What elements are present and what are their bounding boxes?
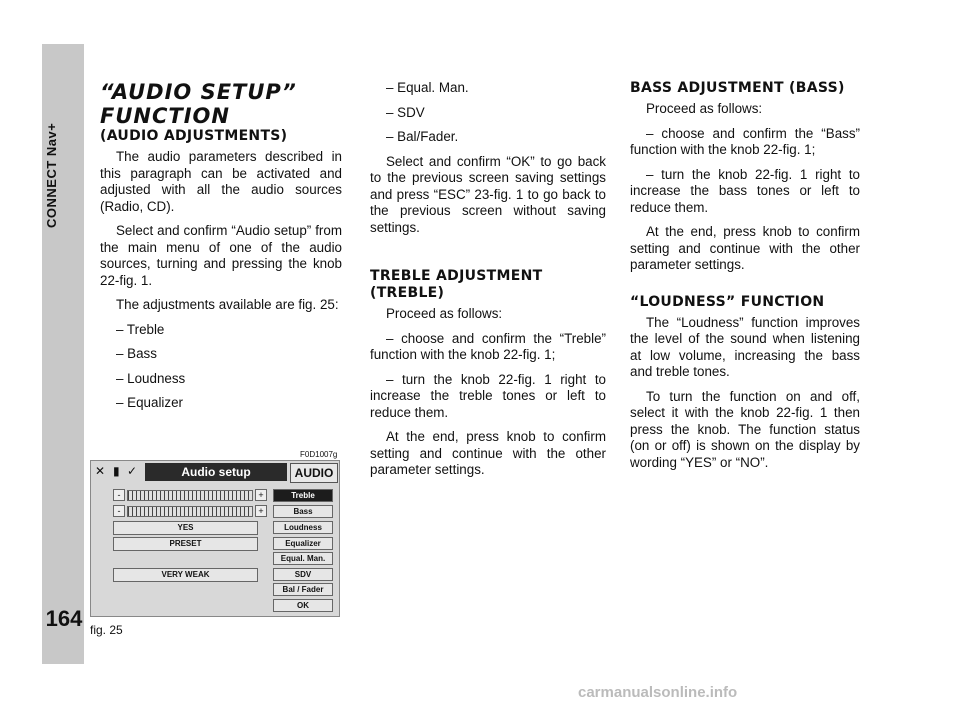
paragraph: – choose and confirm the “Bass” function with the knob 22-fig. 1; — [630, 125, 860, 157]
paragraph: Proceed as follows: — [646, 101, 763, 116]
footer-watermark: carmanualsonline.info — [578, 684, 738, 701]
paragraph: At the end, press knob to confirm setting and continue with the other parameter settings. — [370, 429, 606, 477]
paragraph: At the end, press knob to confirm setting and continue with the other parameter settings. — [630, 224, 860, 272]
list-item: – SDV — [386, 104, 425, 120]
paragraph: – turn the knob 22-fig. 1 right to increase the bass tones or left to reduce them. — [630, 166, 860, 215]
figure-caption: fig. 25 — [90, 623, 123, 637]
list-item: – Equalizer — [116, 395, 183, 410]
button-treble: Treble — [273, 489, 333, 502]
paragraph: Proceed as follows: — [386, 306, 503, 321]
paragraph: To turn the function on and off, select it with the knob 22-fig. 1 then press the knob. The function status (on or off) is shown on the display by wording “YES” or “NO”. — [630, 388, 860, 470]
button-loudness: Loudness — [273, 521, 333, 534]
figure-source: AUDIO — [290, 463, 338, 483]
list-item: – Bal/Fader. — [386, 129, 459, 144]
bass-slider: - + — [113, 505, 268, 516]
signal-icon: ▮ — [113, 464, 120, 478]
sdv-value: VERY WEAK — [113, 568, 258, 582]
check-icon: ✓ — [127, 464, 138, 478]
page-number: 164 — [45, 606, 83, 631]
antenna-icon: ✕ — [95, 464, 106, 478]
button-equalizer: Equalizer — [273, 537, 333, 550]
list-item: – Treble — [116, 321, 165, 337]
figure-code: F0D1007g — [300, 450, 338, 459]
heading-treble: TREBLE ADJUSTMENT (TREBLE) — [370, 268, 543, 301]
paragraph: – choose and confirm the “Treble” function with the knob 22-fig. 1; — [370, 330, 606, 362]
column-2 — [370, 80, 606, 487]
button-equal-man: Equal. Man. — [273, 552, 333, 565]
paragraph: The audio parameters described in this paragraph can be activated and adjusted with all the audio sources (Radio, CD). — [100, 149, 342, 214]
loudness-value: YES — [113, 521, 258, 535]
heading-bass: BASS ADJUSTMENT (BASS) — [630, 80, 845, 96]
equalizer-value: PRESET — [113, 537, 258, 551]
audio-setup-figure — [90, 460, 340, 617]
button-bass: Bass — [273, 505, 333, 518]
paragraph: The adjustments available are fig. 25: — [116, 297, 339, 312]
button-sdv: SDV — [273, 568, 333, 581]
paragraph: Select and confirm “OK” to go back to the previous screen saving settings and press “ESC” 23-fig. 1 to go back to the previous screen without saving settings. — [370, 153, 606, 235]
button-bal-fader: Bal / Fader — [273, 583, 333, 596]
treble-slider: - + — [113, 489, 268, 500]
heading-loudness: “LOUDNESS” FUNCTION — [630, 293, 825, 310]
list-item: – Bass — [116, 346, 157, 361]
column-3 — [630, 80, 860, 479]
paragraph: Select and confirm “Audio setup” from the main menu of one of the audio sources, turning and pressing the knob 22-fig. 1. — [100, 223, 342, 288]
column-1 — [100, 80, 342, 420]
list-item: – Loudness — [116, 370, 186, 386]
section-title: “AUDIO SETUP” FUNCTION — [100, 80, 297, 128]
paragraph: The “Loudness” function improves the level of the sound when listening at low volume, increasing the bass and treble tones. — [630, 314, 860, 379]
paragraph: – turn the knob 22-fig. 1 right to increase the treble tones or left to reduce them. — [370, 371, 606, 420]
figure-title: Audio setup — [145, 463, 287, 481]
list-item: – Equal. Man. — [386, 80, 469, 95]
button-ok: OK — [273, 599, 333, 612]
section-subtitle: (AUDIO ADJUSTMENTS) — [100, 128, 288, 144]
sidebar-title: CONNECT Nav+ — [44, 122, 59, 228]
